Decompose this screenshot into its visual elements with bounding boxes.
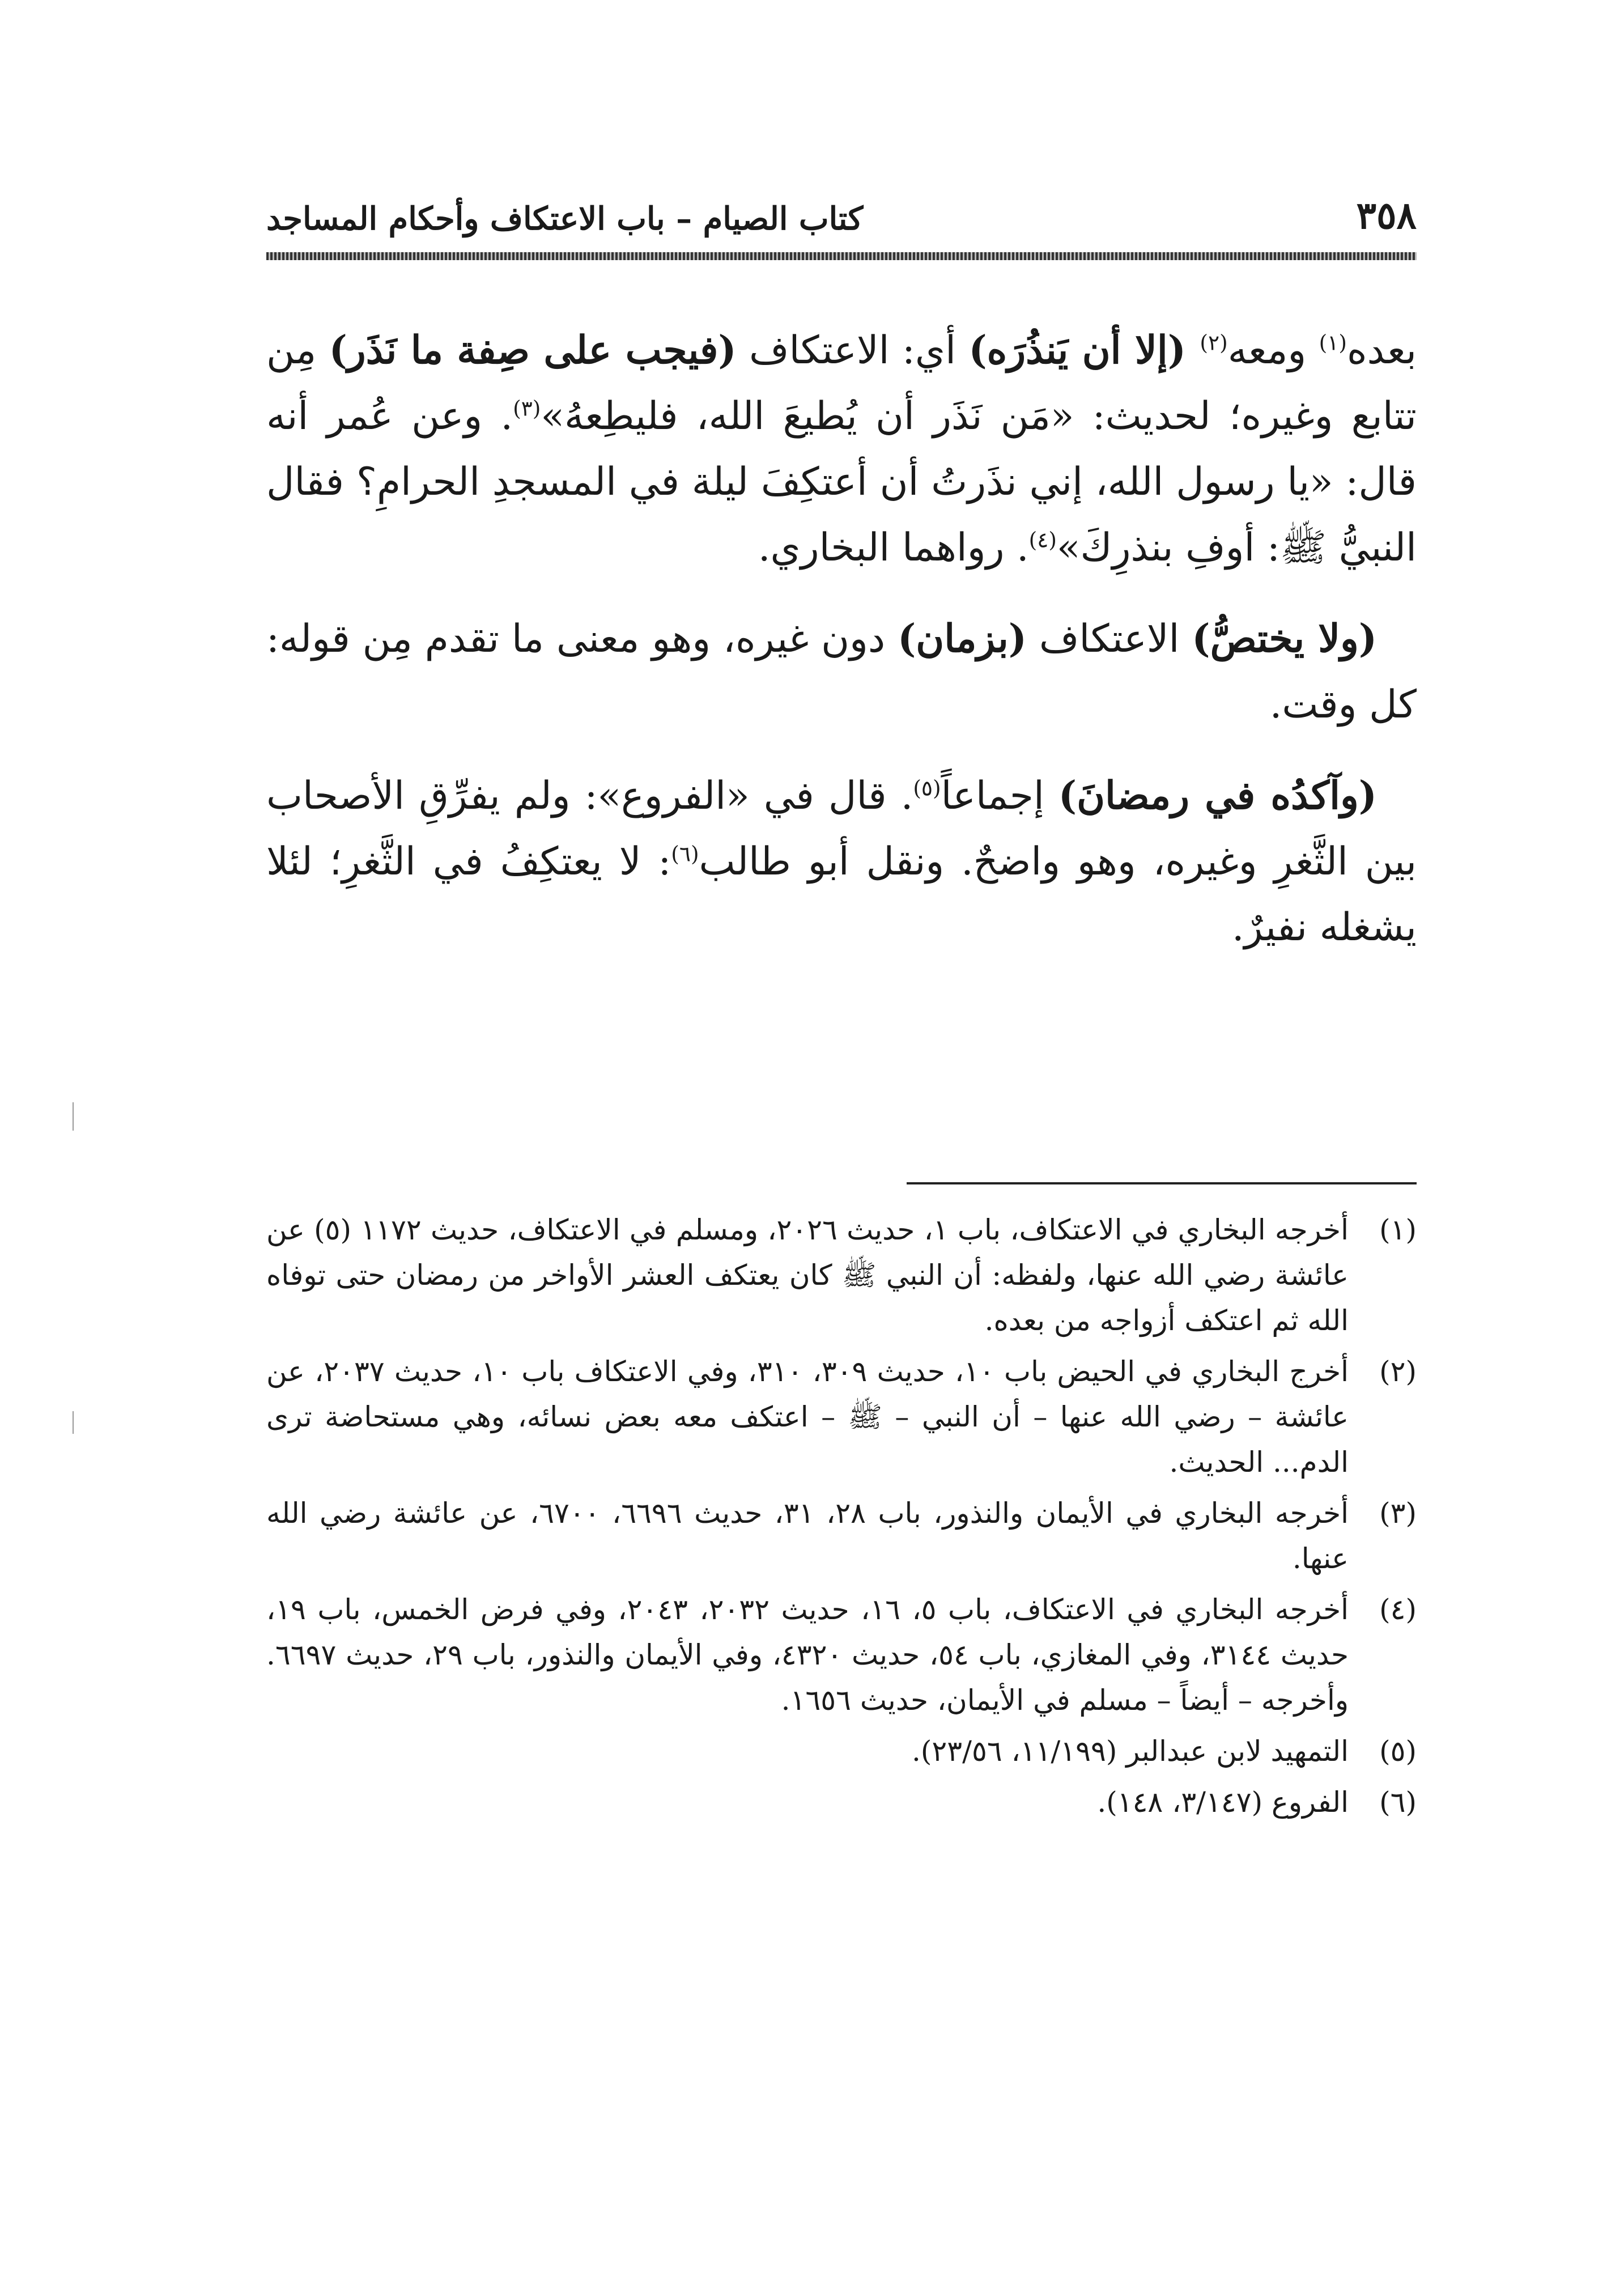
page-header xyxy=(266,187,1417,249)
footnote-text: أخرجه البخاري في الاعتكاف، باب ١، حديث ٢٠٢٦، ومسلم في الاعتكاف، حديث ١١٧٢ (٥) عن عائشة رضي الله عنها، ولفظه: أن النبي ﷺ كان يعتكف العشر الأواخر من رمضان حتى توفاه الله ثم اعتكف أزواجه من بعده. xyxy=(266,1213,1349,1337)
footnote-text: أخرجه البخاري في الأيمان والنذور، باب ٢٨، ٣١، حديث ٦٦٩٦، ٦٧٠٠، عن عائشة رضي الله عنها. xyxy=(266,1497,1349,1575)
footnote-number: (٤) xyxy=(1379,1593,1417,1626)
text: دون غيره، وهو معنى ما تقدم مِن قوله: كل وقت. xyxy=(266,617,1417,727)
footnote xyxy=(266,1491,1417,1581)
footnote-ref-6[interactable]: (٦) xyxy=(671,841,699,867)
paragraph-3 xyxy=(266,763,1417,961)
matn-text: (فيجب على صِفة ما نَذَر) xyxy=(329,328,737,373)
header-rule xyxy=(266,252,1417,260)
running-title: كتاب الصيام – باب الاعتكاف وأحكام المساجد xyxy=(266,200,864,237)
page-number: ٣٥٨ xyxy=(1356,193,1417,237)
footnote-text: أخرج البخاري في الحيض باب ١٠، حديث ٣٠٩، ٣١٠، وفي الاعتكاف باب ١٠، حديث ٢٠٣٧، عن عائشة – رضي الله عنها – أن النبي – ﷺ – اعتكف معه بعض نسائه، وهي مستحاضة ترى الدم... الحديث. xyxy=(266,1355,1349,1479)
footnote xyxy=(266,1729,1417,1774)
footnote-number: (٥) xyxy=(1379,1735,1417,1768)
matn-text: (ولا يختصُّ) xyxy=(1192,616,1377,661)
text: الاعتكاف xyxy=(1026,617,1192,661)
paragraph-2 xyxy=(266,606,1417,738)
text: إجماعاً xyxy=(941,774,1058,818)
text: . وعن عُمر أنه قال: «يا رسول الله، إني نذَرتُ أن أعتكِفَ ليلة في المسجدِ الحرامِ؟ فقال النبيُّ ﷺ: أوفِ بنذرِكَ» xyxy=(266,394,1417,570)
footnote xyxy=(266,1587,1417,1723)
text: أي: الاعتكاف xyxy=(736,328,969,373)
matn-text: (بزمان) xyxy=(898,616,1027,661)
footnote-number: (٣) xyxy=(1379,1497,1417,1530)
text: ومعه xyxy=(1227,328,1319,373)
footnote-ref-3[interactable]: (٣) xyxy=(513,396,541,421)
footnote xyxy=(266,1349,1417,1485)
footnote-ref-2[interactable]: (٢) xyxy=(1200,330,1228,355)
footnotes xyxy=(266,1207,1417,1831)
text: بعده xyxy=(1346,328,1417,373)
main-text xyxy=(266,317,1417,986)
footnote-number: (٢) xyxy=(1379,1355,1417,1388)
matn-text: (وآكدُه في رمضانَ) xyxy=(1058,773,1377,818)
matn-text: (إلا أن يَنذُرَه) xyxy=(968,328,1200,373)
footnote xyxy=(266,1207,1417,1343)
text: . رواهما البخاري. xyxy=(758,525,1029,570)
footnote-ref-1[interactable]: (١) xyxy=(1319,330,1347,355)
footnote-ref-5[interactable]: (٥) xyxy=(913,775,941,801)
footnote-ref-4[interactable]: (٤) xyxy=(1028,527,1057,553)
footnote-text: الفروع (٣/١٤٧، ١٤٨). xyxy=(1097,1786,1349,1819)
footnote-number: (٦) xyxy=(1379,1786,1417,1819)
paragraph-1 xyxy=(266,317,1417,581)
text: مِن تتابع وغيره؛ لحديث: «مَن نَذَر أن يُطيعَ الله، فليطِعهُ» xyxy=(266,328,1417,439)
text: : لا يعتكِفُ في الثَّغرِ؛ لئلا يشغله نفيرٌ. xyxy=(266,839,1417,950)
footnote-text: التمهيد لابن عبدالبر (١١/١٩٩، ٢٣/٥٦). xyxy=(912,1735,1349,1768)
scan-edge-mark xyxy=(73,1102,74,1131)
footnote-separator xyxy=(907,1182,1417,1184)
scan-edge-mark xyxy=(73,1411,74,1434)
footnote-number: (١) xyxy=(1379,1213,1417,1246)
text: . قال في «الفروع»: ولم يفرِّقِ الأصحاب بين الثَّغرِ وغيره، وهو واضحٌ. ونقل أبو طالب xyxy=(266,774,1417,884)
footnote-text: أخرجه البخاري في الاعتكاف، باب ٥، ١٦، حديث ٢٠٣٢، ٢٠٤٣، وفي فرض الخمس، باب ١٩، حديث ٣١٤٤، وفي المغازي، باب ٥٤، حديث ٤٣٢٠، وفي الأيمان والنذور، باب ٢٩، حديث ٦٦٩٧. وأخرجه – أيضاً – مسلم في الأيمان، حديث ١٦٥٦. xyxy=(266,1593,1349,1717)
footnote xyxy=(266,1780,1417,1825)
